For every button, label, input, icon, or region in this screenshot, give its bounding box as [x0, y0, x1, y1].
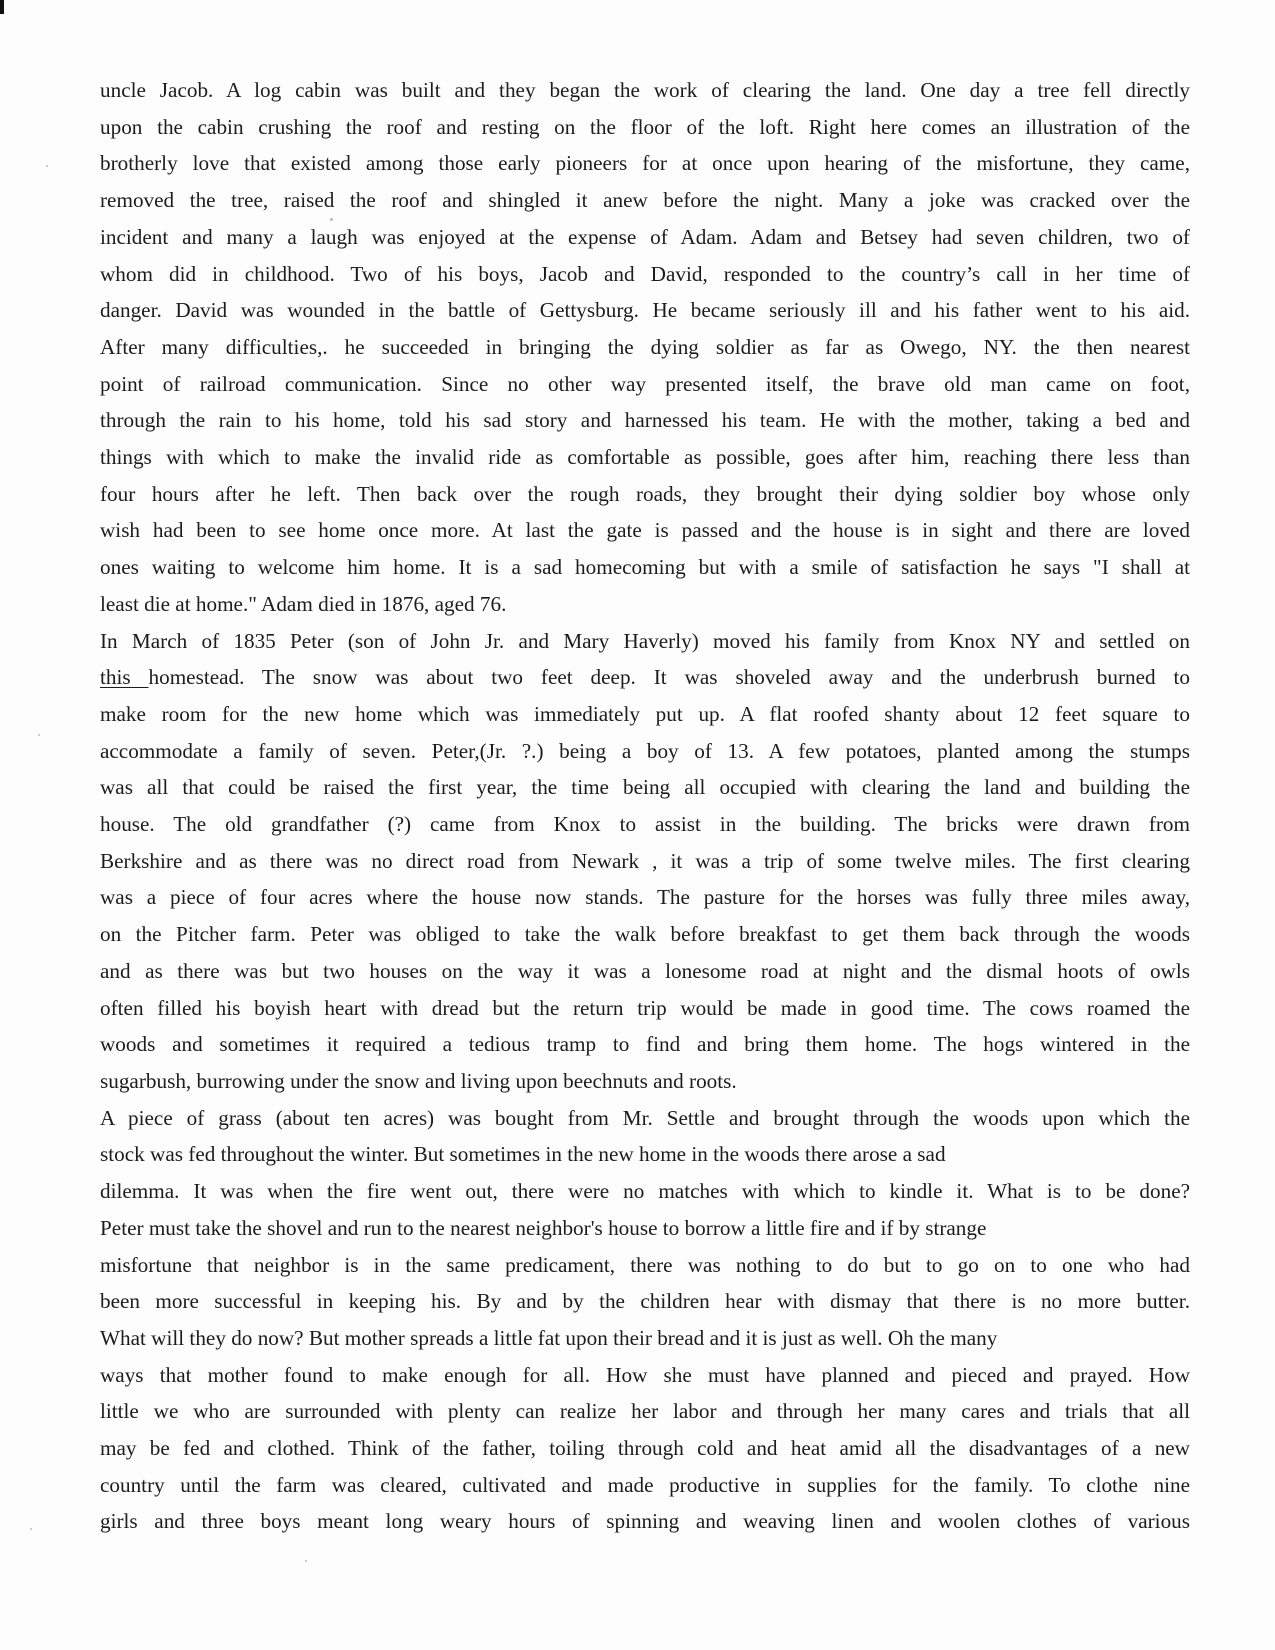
text-line: ones waiting to welcome him home. It is a sad homecoming but with a smile of satisfaction he says "I shall at — [100, 555, 1190, 580]
scan-speck — [305, 1560, 307, 1562]
text-line: on the Pitcher farm. Peter was obliged to take the walk before breakfast to get them back through the woods — [100, 922, 1190, 947]
text-line: upon the cabin crushing the roof and resting on the floor of the loft. Right here comes an illustration of the — [100, 114, 1190, 139]
text-line: through the rain to his home, told his sad story and harnessed his team. He with the mother, taking a bed and — [100, 408, 1190, 433]
text-line: uncle Jacob. A log cabin was built and they began the work of clearing the land. One day a tree fell directly — [100, 78, 1190, 102]
text-line: accommodate a family of seven. Peter,(Jr. ?.) being a boy of 13. A few potatoes, planted among the stumps — [100, 738, 1190, 763]
scan-edge-mark — [0, 0, 4, 14]
text-line: whom did in childhood. Two of his boys, Jacob and David, responded to the country’s call in her time of — [100, 261, 1190, 286]
text-line: least die at home." Adam died in 1876, aged 76. — [100, 591, 507, 616]
text-line: things with which to make the invalid ride as comfortable as possible, goes after him, reaching there less than — [100, 445, 1190, 470]
text-line: danger. David was wounded in the battle of Gettysburg. He became seriously ill and his father went to his aid. — [100, 298, 1190, 323]
text-line: wish had been to see home once more. At last the gate is passed and the house is in sight and there are loved — [100, 518, 1190, 543]
text-line: ways that mother found to make enough for all. How she must have planned and pieced and prayed. How — [100, 1362, 1190, 1387]
text-line: house. The old grandfather (?) came from Knox to assist in the building. The bricks were drawn from — [100, 812, 1190, 837]
text-line: removed the tree, raised the roof and shingled it anew before the night. Many a joke was cracked over the — [100, 188, 1190, 213]
text-line: been more successful in keeping his. By and by the children hear with dismay that there is no more butter. — [100, 1289, 1190, 1314]
text-line: was a piece of four acres where the house now stands. The pasture for the horses was fully three miles away, — [100, 885, 1190, 910]
text-line: girls and three boys meant long weary hours of spinning and weaving linen and woolen clothes of various — [100, 1509, 1190, 1534]
text-line: may be fed and clothed. Think of the father, toiling through cold and heat amid all the disadvantages of a new — [100, 1436, 1190, 1461]
scan-speck — [38, 734, 40, 736]
text-line-with-underline — [100, 659, 1190, 696]
text-line: incident and many a laugh was enjoyed at the expense of Adam. Adam and Betsey had seven children, two of — [100, 224, 1190, 249]
scan-speck — [30, 1528, 32, 1530]
text-line: and as there was but two houses on the way it was a lonesome road at night and the dismal hoots of owls — [100, 958, 1190, 983]
text-line: dilemma. It was when the fire went out, there were no matches with which to kindle it. What is to be done? — [100, 1179, 1190, 1204]
scan-speck — [46, 165, 48, 167]
text-line: stock was fed throughout the winter. But sometimes in the new home in the woods there arose a sad — [100, 1142, 946, 1167]
text-line: was all that could be raised the first year, the time being all occupied with clearing the land and building the — [100, 775, 1190, 800]
text-line: country until the farm was cleared, cultivated and made productive in supplies for the family. To clothe nine — [100, 1472, 1190, 1497]
paragraph-winter-life — [100, 1100, 1190, 1540]
text-line: woods and sometimes it required a tedious tramp to find and bring them home. The hogs wintered in the — [100, 1032, 1190, 1057]
text-line: brotherly love that existed among those early pioneers for at once upon hearing of the misfortune, they came, — [100, 151, 1190, 176]
underlined-word: this — [100, 665, 149, 690]
text-line-rest: homestead. The snow was about two feet deep. It was shoveled away and the underbrush burned to — [148, 665, 1190, 690]
paragraph-peter-homestead — [100, 623, 1190, 1100]
text-line: point of railroad communication. Since no other way presented itself, the brave old man came on foot, — [100, 371, 1190, 396]
text-line: four hours after he left. Then back over the rough roads, they brought their dying soldier boy whose only — [100, 481, 1190, 506]
text-line: A piece of grass (about ten acres) was bought from Mr. Settle and brought through the woods upon which the — [100, 1105, 1190, 1130]
text-line: make room for the new home which was immediately put up. A flat roofed shanty about 12 feet square to — [100, 701, 1190, 726]
text-line: In March of 1835 Peter (son of John Jr. and Mary Haverly) moved his family from Knox NY and settled on — [100, 628, 1190, 653]
text-line: Peter must take the shovel and run to the nearest neighbor's house to borrow a little fire and if by strange — [100, 1215, 987, 1240]
document-body — [100, 72, 1190, 1540]
text-line: After many difficulties,. he succeeded in bringing the dying soldier as far as Owego, NY. the then nearest — [100, 334, 1190, 359]
paragraph-adam-family — [100, 72, 1190, 623]
text-line: misfortune that neighbor is in the same predicament, there was nothing to do but to go on to one who had — [100, 1252, 1190, 1277]
text-line: often filled his boyish heart with dread but the return trip would be made in good time. The cows roamed the — [100, 995, 1190, 1020]
text-line: little we who are surrounded with plenty can realize her labor and through her many cares and trials that all — [100, 1399, 1190, 1424]
text-line: What will they do now? But mother spreads a little fat upon their bread and it is just as well. Oh the many — [100, 1325, 998, 1350]
text-line: Berkshire and as there was no direct road from Newark , it was a trip of some twelve miles. The first clearing — [100, 848, 1190, 873]
text-line: sugarbush, burrowing under the snow and living upon beechnuts and roots. — [100, 1068, 737, 1093]
